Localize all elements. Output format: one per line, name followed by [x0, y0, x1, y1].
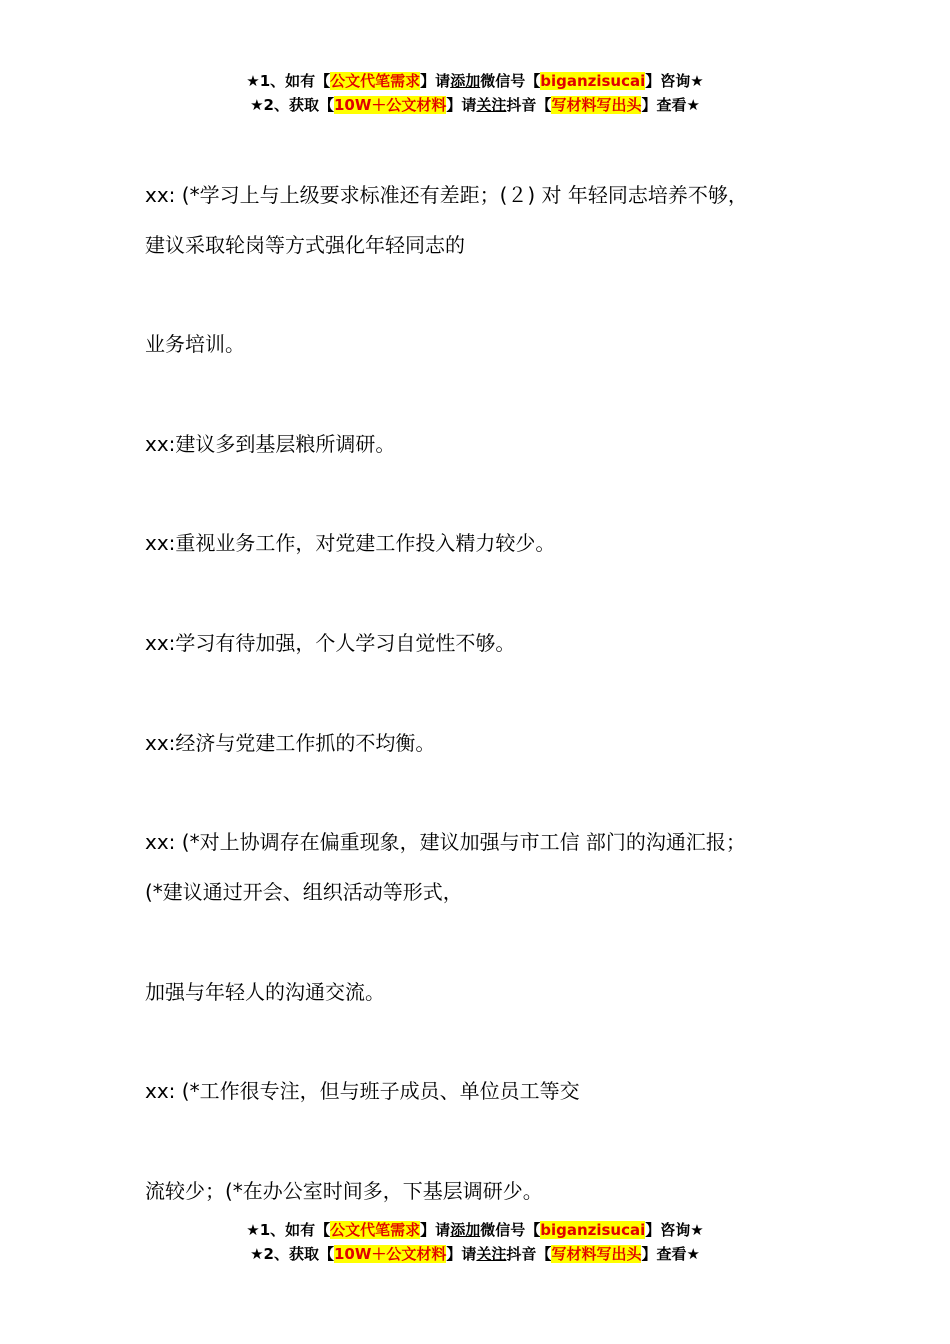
banner-highlight: 公文代笔需求: [330, 72, 421, 90]
banner-text: 】咨询★: [645, 1221, 704, 1239]
header-banner: [0, 69, 950, 117]
banner-text: 抖音【: [506, 96, 552, 114]
banner-underline: 关注: [476, 1245, 507, 1263]
banner-text: ★1、如有【: [246, 72, 331, 90]
banner-underline: 添加: [450, 1221, 481, 1239]
paragraph: xx: (*学习上与上级要求标准还有差距；(２) 对 年轻同志培养不够，: [145, 183, 748, 207]
paragraph: xx: (*对上协调存在偏重现象，建议加强与市工信 部门的沟通汇报；: [145, 830, 746, 854]
banner-text: 】请: [420, 1221, 451, 1239]
banner-text: ★2、获取【: [250, 1245, 334, 1263]
paragraph: 流较少；(*在办公室时间多，下基层调研少。: [145, 1179, 543, 1203]
banner-highlight: biganzisucai: [540, 1221, 646, 1239]
banner-highlight: 10W＋公文材料: [333, 1245, 447, 1263]
paragraph: xx: (*工作很专注，但与班子成员、单位员工等交: [145, 1079, 580, 1103]
banner-text: ★2、获取【: [250, 96, 334, 114]
paragraph: xx:重视业务工作，对党建工作投入精力较少。: [145, 531, 556, 555]
paragraph: xx:建议多到基层粮所调研。: [145, 432, 396, 456]
paragraph: 业务培训。: [145, 332, 245, 356]
paragraph: 加强与年轻人的沟通交流。: [145, 980, 385, 1004]
banner-text: 】咨询★: [645, 72, 704, 90]
banner-highlight: 10W＋公文材料: [333, 96, 447, 114]
banner-text: 微信号【: [480, 72, 541, 90]
banner-highlight: 写材料写出头: [551, 1245, 642, 1263]
footer-banner: [0, 1218, 950, 1266]
banner-text: 】查看★: [641, 1245, 700, 1263]
banner-underline: 关注: [476, 96, 507, 114]
banner-text: 】查看★: [641, 96, 700, 114]
banner-text: ★1、如有【: [246, 1221, 331, 1239]
banner-text: 】请: [446, 96, 477, 114]
banner-line-2: [0, 1242, 950, 1266]
banner-highlight: 公文代笔需求: [330, 1221, 421, 1239]
paragraph: xx:经济与党建工作抓的不均衡。: [145, 731, 436, 755]
paragraph: (*建议通过开会、组织活动等形式，: [145, 880, 463, 904]
banner-highlight: biganzisucai: [540, 72, 646, 90]
banner-highlight: 写材料写出头: [551, 96, 642, 114]
banner-text: 抖音【: [506, 1245, 552, 1263]
paragraph: 建议采取轮岗等方式强化年轻同志的: [145, 233, 465, 257]
banner-text: 】请: [446, 1245, 477, 1263]
banner-text: 】请: [420, 72, 451, 90]
banner-line-2: [0, 93, 950, 117]
banner-underline: 添加: [450, 72, 481, 90]
banner-line-1: [0, 1218, 950, 1242]
banner-text: 微信号【: [480, 1221, 541, 1239]
banner-line-1: [0, 69, 950, 93]
paragraph: xx:学习有待加强，个人学习自觉性不够。: [145, 631, 516, 655]
